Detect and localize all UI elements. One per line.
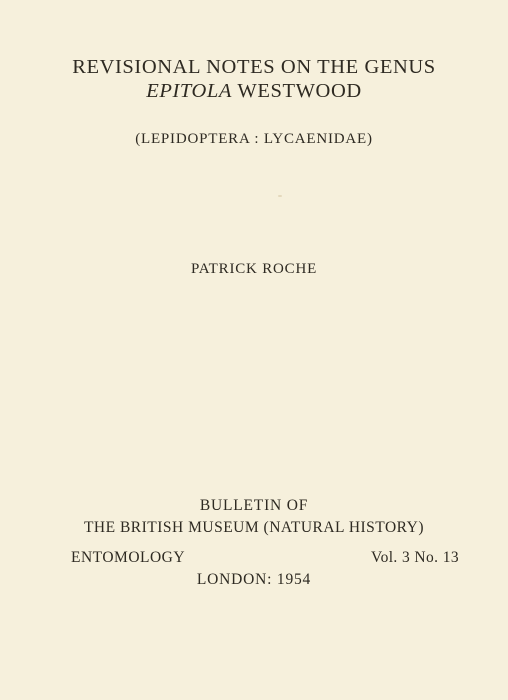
title-line-1: REVISIONAL NOTES ON THE GENUS	[72, 56, 436, 78]
museum-line: THE BRITISH MUSEUM (NATURAL HISTORY)	[83, 519, 425, 536]
bulletin-line: BULLETIN OF	[199, 497, 309, 514]
series-name: ENTOMOLOGY	[71, 549, 186, 566]
volume-number: Vol. 3 No. 13	[370, 549, 459, 566]
genus-author: WESTWOOD	[232, 80, 362, 102]
place-date: LONDON: 1954	[196, 571, 312, 588]
paper-speck	[278, 195, 282, 197]
author-name: PATRICK ROCHE	[190, 261, 318, 277]
subtitle: (LEPIDOPTERA : LYCAENIDAE)	[135, 131, 373, 147]
title-line-2	[0, 80, 508, 103]
genus-name: EPITOLA	[146, 80, 233, 102]
